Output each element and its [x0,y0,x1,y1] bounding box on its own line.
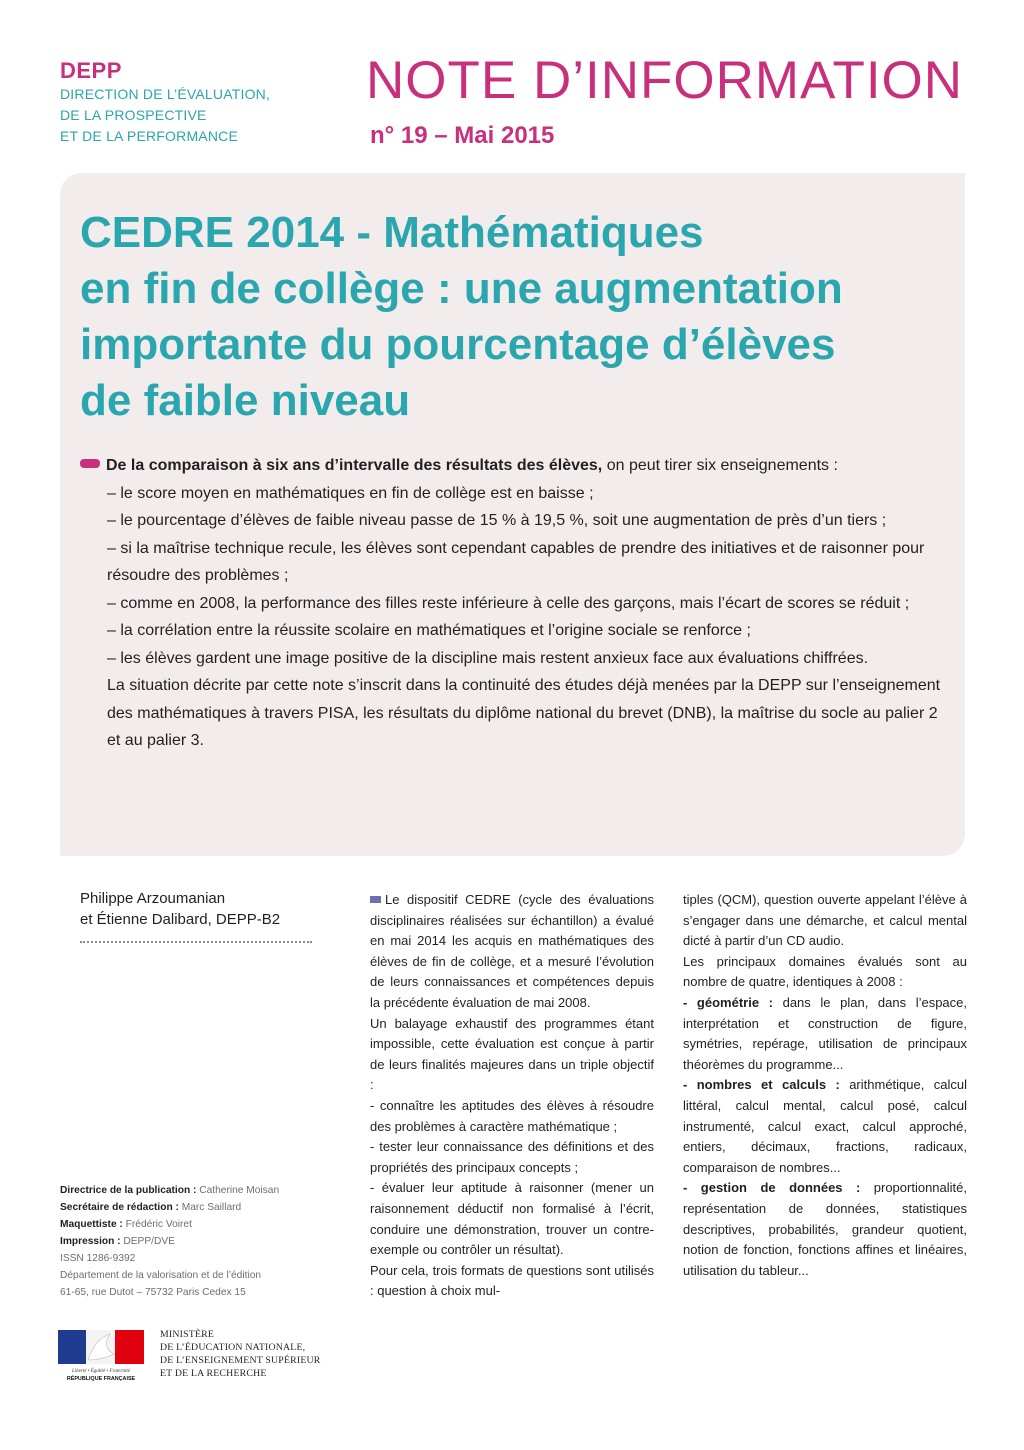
body-column-2 [683,890,967,1281]
body-paragraph: - connaître les aptitudes des élèves à résoudre des problèmes à caractère mathématique ; [370,1097,654,1134]
summary-text [80,452,950,755]
bullet-marker-icon [80,459,100,468]
colophon-adresse: 61-65, rue Dutot – 75732 Paris Cedex 15 [60,1287,246,1298]
ministry-name [160,1328,350,1380]
summary-lead [80,452,950,480]
publisher-name-line: DE LA PROSPECTIVE [60,107,207,123]
main-title-line: CEDRE 2014 - Mathématiques [80,208,704,257]
square-bullet-icon [370,896,381,903]
summary-lead-rest: on peut tirer six enseignements : [602,457,838,474]
author-line: Philippe Arzoumanian [80,890,226,907]
summary-item: – comme en 2008, la performance des filles reste inférieure à celle des garçons, mais l’écart de scores se réduit ; [107,594,910,612]
summary-item: – le score moyen en mathématiques en fin de collège est en baisse ; [107,484,594,502]
colophon-secretaire: Secrétaire de rédaction : Marc Saillard [60,1202,242,1213]
author-line: et Étienne Dalibard, DEPP-B2 [80,911,281,928]
publication-title: NOTE D’INFORMATION [366,51,964,110]
colophon-directrice: Directrice de la publication : Catherine Moisan [60,1185,280,1196]
body-paragraph: tiples (QCM), question ouverte appelant l’élève à s’engager dans une démarche, et calcul mental dicté à partir d’un CD audio. [683,892,967,949]
issue-number: n° 19 – Mai 2015 [370,122,555,149]
body-column-1 [370,890,654,1302]
logo-country: RÉPUBLIQUE FRANÇAISE [66,1376,136,1382]
summary-item: – les élèves gardent une image positive de la discipline mais restent anxieux face aux évaluations chiffrées. [107,649,869,667]
ministry-line: DE L’ENSEIGNEMENT SUPÉRIEUR [160,1355,321,1366]
authors-divider [80,941,312,945]
ministry-line: ET DE LA RECHERCHE [160,1368,267,1379]
publisher-acronym: DEPP [60,58,122,83]
domain-item: - nombres et calculs : arithmétique, calcul littéral, calcul mental, calcul posé, calcul instrumenté, calcul exact, calcul approché, entiers, décimaux, fractions, radicaux, comparaison de nombres... [683,1077,967,1175]
body-paragraph: Le dispositif CEDRE (cycle des évaluations disciplinaires réalisées sur échantillon) a évalué en mai 2014 les acquis en mathématiques des élèves de fin de collège, et a mesuré l’évolution de leurs connaissances et compétences depuis la précédente évaluation de mai 2008. [370,892,654,1010]
summary-item: – le pourcentage d’élèves de faible niveau passe de 15 % à 19,5 %, soit une augmentation de près d’un tiers ; [107,512,887,529]
body-paragraph: - tester leur connaissance des définitions et des propriétés des principaux concepts ; [370,1139,654,1175]
domain-item: - géométrie : dans le plan, dans l’espace, interprétation et construction de figure, symétries, repérage, utilisation de principaux théorèmes du programme... [683,994,967,1072]
body-paragraph: Les principaux domaines évalués sont au nombre de quatre, identiques à 2008 : [683,953,967,990]
summary-item: – la corrélation entre la réussite scolaire en mathématiques et l’origine sociale se renforce ; [107,622,751,639]
ministry-line: DE L’ÉDUCATION NATIONALE, [160,1342,306,1353]
marianne-logo-icon [58,1330,144,1382]
colophon-issn: ISSN 1286-9392 [60,1253,136,1264]
body-paragraph: - évaluer leur aptitude à raisonner (mener un raisonnement déductif non formalisé à l’écrit, conduire une démonstration, trouver un contre-exemple ou contrôler un résultat). [370,1180,654,1258]
main-title-line: importante du pourcentage d’élèves [80,320,836,369]
publisher-name-line: DIRECTION DE L’ÉVALUATION, [60,86,271,102]
colophon-impression: Impression : DEPP/DVE [60,1236,175,1247]
summary-lead-bold: De la comparaison à six ans d’intervalle des résultats des élèves, [106,457,603,474]
main-title [80,205,940,429]
domain-item: - gestion de données : proportionnalité, représentation de données, statistiques descriptives, probabilités, grandeur quotient, notion de fonction, fonctions affines et linéaires, utilisation du tableur... [683,1180,967,1278]
summary-conclusion: La situation décrite par cette note s’inscrit dans la continuité des études déjà menées par la DEPP sur l’enseignement des mathématiques à travers PISA, les résultats du diplôme national du brevet (DNB), la maîtrise du socle au palier 2 et au palier 3. [107,677,941,749]
logo-motto: Liberté • Égalité • Fraternité [72,1369,130,1374]
main-title-line: en fin de collège : une augmentation [80,264,843,313]
colophon [60,1182,330,1301]
summary-item: – si la maîtrise technique recule, les élèves sont cependant capables de prendre des initiatives et de raisonner pour résoudre des problèmes ; [107,539,925,584]
colophon-departement: Département de la valorisation et de l’édition [60,1270,262,1281]
ministry-line: MINISTÈRE [160,1329,215,1340]
body-paragraph: Un balayage exhaustif des programmes étant impossible, cette évaluation est conçue à partir de leurs finalités majeures dans un triple objectif : [370,1015,654,1093]
publisher-block [60,58,270,147]
authors [80,888,320,930]
main-title-line: de faible niveau [80,376,411,425]
publisher-name-line: ET DE LA PERFORMANCE [60,128,239,144]
colophon-maquettiste: Maquettiste : Frédéric Voiret [60,1219,192,1230]
body-paragraph: Pour cela, trois formats de questions sont utilisés : question à choix mul- [370,1262,654,1299]
